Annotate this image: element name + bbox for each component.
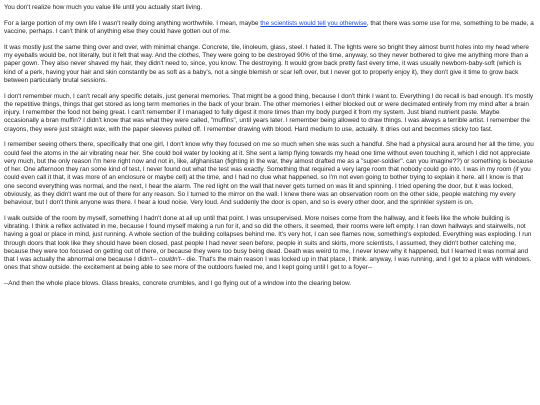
- paragraph-6-emphasis-couldnt: couldn't: [158, 256, 181, 263]
- paragraph-6-text-before-emphasis: I walk outside of the room by myself, something I hadn't done at all up until that point. I was unsupervised. More noises come from the hallway, and it feels like the whole building is vibrating. I think a reflex activated in me, because I found myself making a run for it, and so did the others, it seemed, their rooms were left empty. I ran down hallways and stairwells, not having a goal or place in mind, just running. A whole section of the building collapses behind me. It's very hot, I can see flames now, something's exploded. Everything was exploding. I run through doors that look like they should have been closed, past people I had never seen before, people in suits and skirts, more scientists, I assumed, they didn't bother catching me, because they were too focused on getting out of there, or because they were too busy being dead. Death was weird to me, I never knew why it happened, but I learned it was normal and that I was actually the abnormal one because I didn't--: [4, 214, 532, 263]
- paragraph-6: [4, 215, 534, 273]
- paragraph-3-emphasis-clothes: clothes: [178, 52, 199, 59]
- paragraph-3-text-before-emphasis: It was mostly just the same thing over and over, with minimal change. Concrete, tile, linoleum, glass, steel. I hated it. The lights were so bright they almost burnt holes into my head where my eyeballs would be, not literally, but it felt that way. And the: [4, 43, 529, 59]
- paragraph-2-text-before-link: For a large portion of my own life I wasn't really doing anything worthwhile. I mean, maybe: [4, 19, 261, 27]
- paragraph-3-text-after-emphasis: , They were going to be destroyed 90% of the time, anyway, so they never bothered to give me anything more than a paper gown. They also never shaved my hair, they didn't need to, since, you know. The destroying. It would grow back pretty fast every time, it was usually newborn-baby-soft (which is kind of a perk, having your hair and skin constantly be as soft as a baby's, not a single blemish or scar left over, but I never got to properly enjoy it), they don't give it time to grow back between particularly brutal sessions.: [4, 52, 529, 84]
- paragraph-2-text-after-link: , that there was some use for me, something to be made, a vaccine, perhaps. I can't think of anything else they could have gotten out of me.: [4, 19, 534, 35]
- paragraph-5: [4, 141, 534, 207]
- paragraph-1: [4, 4, 534, 12]
- paragraph-7: [4, 280, 534, 288]
- paragraph-4-text: I don't remember much, I can't recall any specific details, just general memories. That might be a good thing, because I don't think I want to. Everything I do recall is bad enough. It's mostly the repetitive things, things that get stored as long term memories in the back of your brain. The other memories I either blocked out or were decimated entirely from my mind after a brain injury. I remember the food not being great. I can't remember if I managed to fully digest it more times than my body purged it from my system. Just bland nutrient paste. Maybe occasionally a bran muffin? I didn't know that was what they were called, "muffins", until years later. I remember being allowed to draw things. I was always a terrible artist. I remember the crayons, they were just straight wax, with the paper sleeves pulled off. I remember drawing with blood. Hard medium to use, actually. It dries out and becomes sticky too fast.: [4, 92, 534, 133]
- paragraph-1-text: You don't realize how much you value life until you actually start living.: [4, 4, 203, 11]
- scientists-link[interactable]: the scientists would tell you otherwise: [260, 19, 367, 27]
- paragraph-6-text-after-emphasis: -- die. That's the main reason I was locked up in that place, I think. anyway, I was running, and I get to a place with windows. ones that show outside. the excitement at being able to see more of the outdoors fueled me, and I kept going until I get to a foyer--: [4, 256, 532, 272]
- paragraph-3: [4, 44, 534, 85]
- paragraph-4: [4, 93, 534, 134]
- paragraph-2: [4, 20, 534, 37]
- story-document: [4, 4, 534, 296]
- paragraph-5-text: I remember seeing others there, specifically that one girl, I don't know why they focused on me so much when she was such a handful. She had a physical aura around her all the time, you could feel the atoms in the air vibrating near her. She could boil water by looking at it. She sent a lamp flying towards my head one time without even touching it, which I did not appreciate very much, but the only reason I'm here right now and not in, like, afghanistan (fighting in the war, they almost drafted me as a "super-soldier". can you imagine??) or something is because of her. One afternoon they ran some kind of test, I never found out what the test was exactly. Something that required a very large room that nobody could go into. I was in my room (if you could even call it that, it was more of an enclosure or maybe cell) at the time, and I had no clue what happened, so I'm not even going to bother trying to explain it here. all I know is that one second everything was normal, and the next, I hear the alarm. The red light on the wall that never gets turned on was lit and spinning. I tried opening the door, but it was locked, obviously, as they didn't want me out of there for any reason. So I turned to the mirror on the wall. I knew there was an observation room on the other side, people watching my every behaviour, but I don't think anyone was there. I hear a loud noise. Very loud. And suddenly the door is open, and so is every other door, and the sprinkler system is on.: [4, 141, 534, 206]
- paragraph-7-text: --And then the whole place blows. Glass breaks, concrete crumbles, and I go flying out of a window into the clearing below.: [4, 280, 352, 287]
